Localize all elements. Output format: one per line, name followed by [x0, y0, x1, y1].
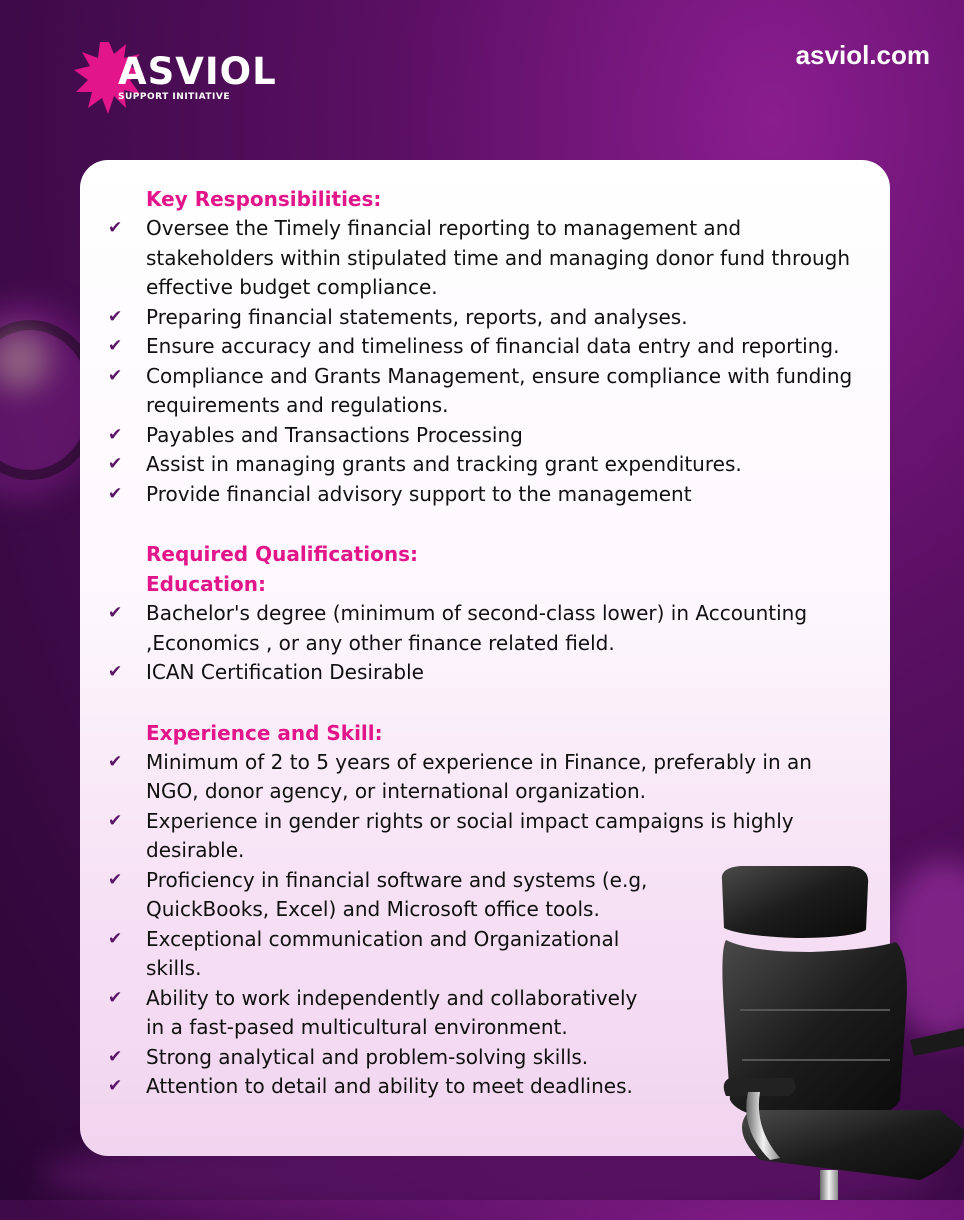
list-item: ✔ Minimum of 2 to 5 years of experience in Finance, preferably in an NGO, donor agency, or international organization.: [108, 749, 812, 803]
list-item: ✔ Bachelor's degree (minimum of second-class lower) in Accounting ,Economics , or any other finance related field.: [108, 601, 808, 655]
brand-subtitle: SUPPORT INITIATIVE: [118, 91, 231, 102]
checkmark-icon: ✔: [108, 306, 123, 327]
section-subheading-education: Education:: [146, 572, 266, 596]
checkmark-icon: ✔: [108, 365, 123, 386]
checkmark-icon: ✔: [108, 1046, 123, 1067]
section-heading-responsibilities: Key Responsibilities:: [146, 187, 382, 211]
list-item: ✔ ICAN Certification Desirable: [80, 658, 870, 688]
checkmark-icon: ✔: [108, 1076, 123, 1096]
list-item: ✔ Proficiency in financial software and systems (e.g, QuickBooks, Excel) and Microsoft office tools.: [108, 867, 648, 921]
brand-logo: [74, 38, 277, 116]
checkmark-icon: ✔: [108, 424, 123, 445]
checkmark-icon: ✔: [108, 218, 123, 238]
list-item: ✔ Attention to detail and ability to meet deadlines.: [80, 1072, 870, 1102]
checkmark-icon: ✔: [108, 336, 123, 356]
list-item: ✔ Preparing financial statements, reports, and analyses.: [80, 303, 870, 333]
checkmark-icon: ✔: [108, 662, 123, 682]
checkmark-icon: ✔: [108, 928, 123, 949]
section-heading-qualifications: Required Qualifications:: [146, 542, 419, 566]
education-list: [80, 599, 870, 688]
list-item: ✔ Compliance and Grants Management, ensure compliance with funding requirements and regulations.: [108, 363, 853, 417]
list-item: ✔ Provide financial advisory support to the management: [80, 480, 870, 510]
list-item: ✔ Payables and Transactions Processing: [80, 421, 870, 451]
list-item: ✔ Exceptional communication and Organizational skills.: [108, 926, 620, 980]
office-chair-image: [700, 860, 964, 1200]
checkmark-icon: ✔: [108, 483, 123, 504]
checkmark-icon: ✔: [108, 751, 123, 772]
checkmark-icon: ✔: [108, 810, 123, 831]
list-item: ✔ Oversee the Timely financial reporting to management and stakeholders within stipulated time and managing donor fund through effective budget compliance.: [108, 216, 851, 299]
list-item: ✔ Experience in gender rights or social impact campaigns is highly desirable.: [108, 808, 794, 862]
list-item: ✔ Ability to work independently and collaboratively in a fast-pased multicultural environment.: [108, 985, 638, 1039]
list-item: ✔ Assist in managing grants and tracking grant expenditures.: [80, 450, 870, 480]
responsibilities-list: [80, 214, 870, 509]
checkmark-icon: ✔: [108, 603, 123, 623]
website-url[interactable]: asviol.com: [795, 40, 930, 70]
checkmark-icon: ✔: [108, 987, 123, 1008]
list-item: ✔ Strong analytical and problem-solving skills.: [80, 1043, 870, 1073]
checkmark-icon: ✔: [108, 869, 123, 890]
checkmark-icon: ✔: [108, 454, 123, 474]
section-heading-experience: Experience and Skill:: [146, 720, 383, 745]
list-item: ✔ Ensure accuracy and timeliness of financial data entry and reporting.: [80, 332, 870, 362]
brand-name: ASVIOL: [118, 49, 277, 93]
